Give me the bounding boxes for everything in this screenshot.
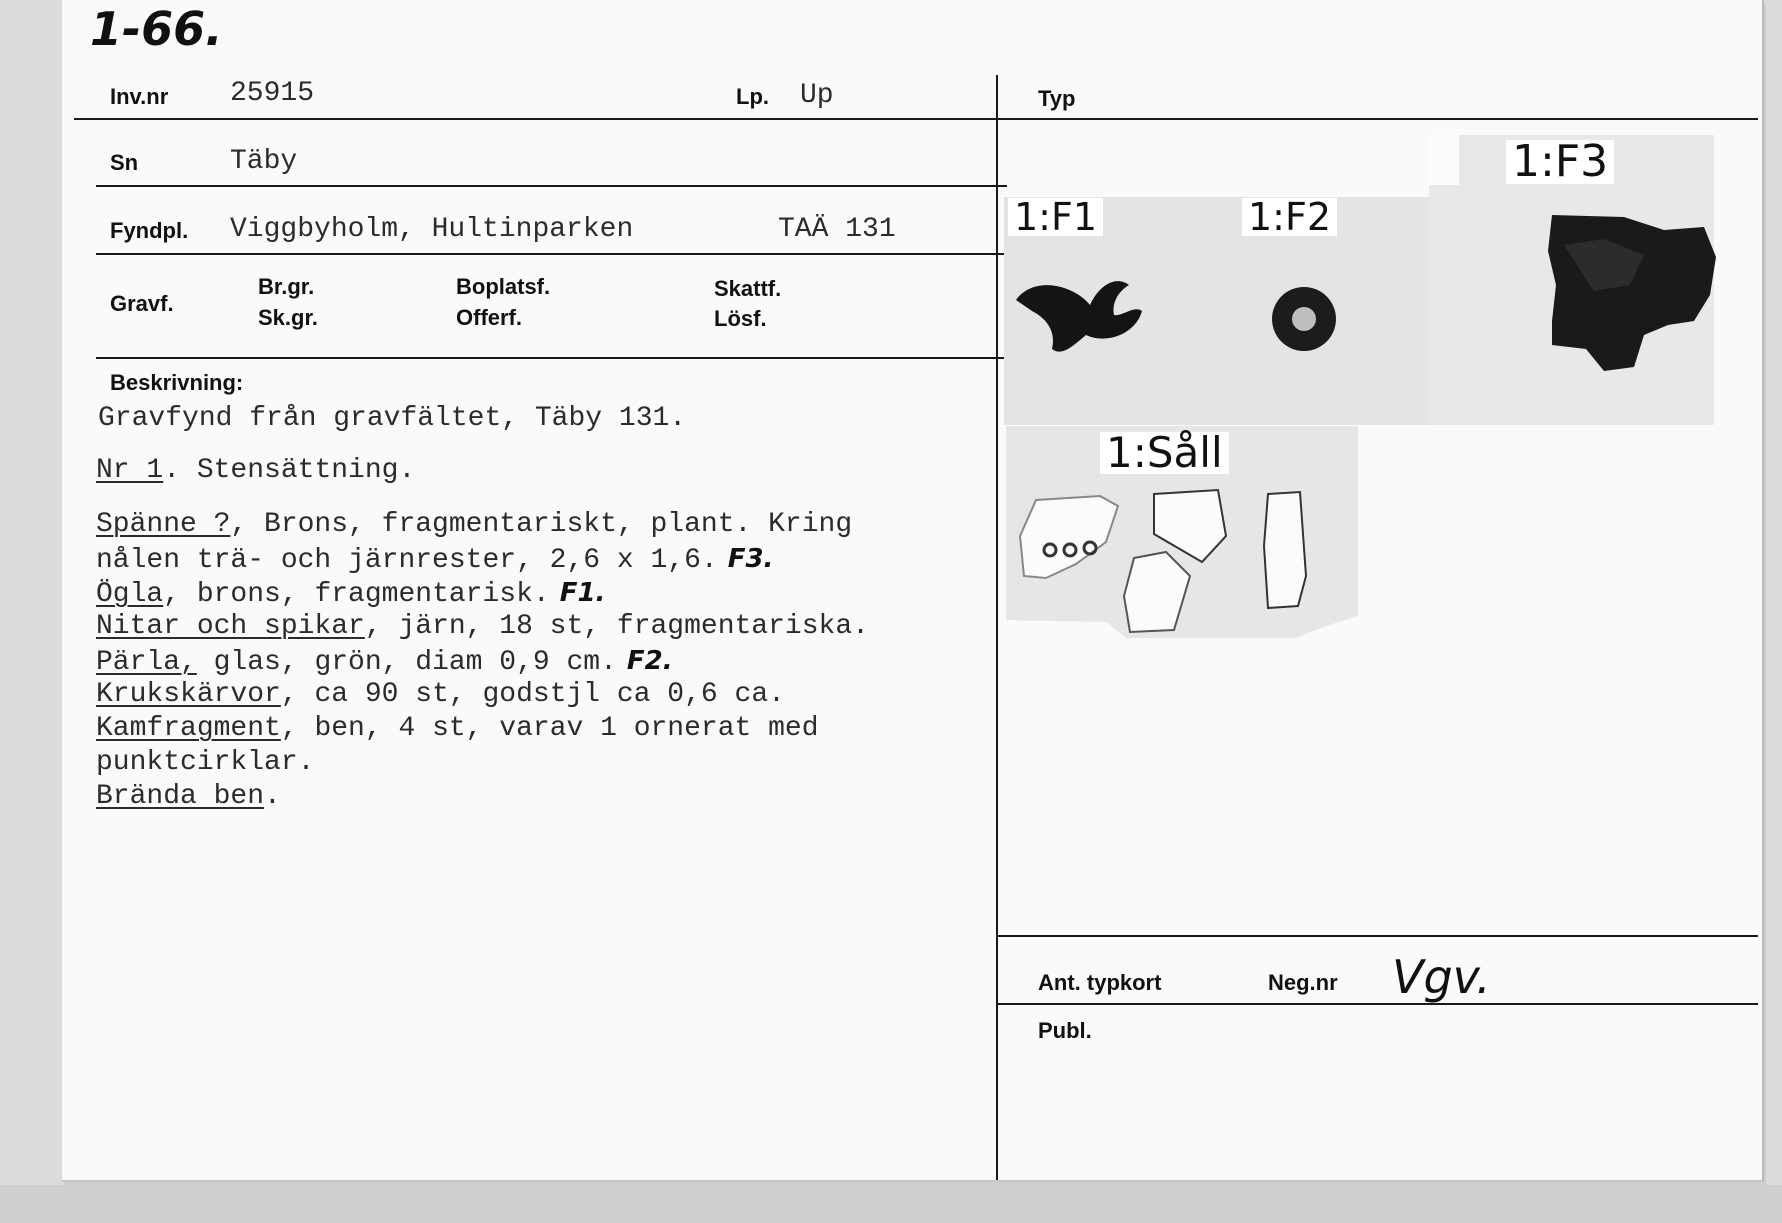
item-term: Krukskärvor <box>96 679 281 710</box>
neg-nr-label: Neg.nr <box>1268 970 1338 995</box>
lp-value: Up <box>800 80 834 111</box>
description-nr-line <box>96 454 415 488</box>
item-text: glas, grön, diam 0,9 cm. <box>196 647 617 678</box>
losf-label: Lösf. <box>714 306 767 331</box>
inv-value: 25915 <box>230 78 315 109</box>
nr-term: Nr 1 <box>96 455 164 486</box>
description-label: Beskrivning: <box>110 370 244 395</box>
column-divider <box>996 75 998 1180</box>
rule-typ <box>998 118 1758 120</box>
photo-label-f3: 1:F3 <box>1506 140 1614 184</box>
neg-nr-value: Vgv. <box>1392 950 1491 1004</box>
description-item <box>96 610 869 644</box>
description-item <box>96 644 673 680</box>
item-text: , ben, 4 st, varav 1 ornerat med <box>280 713 819 744</box>
inv-label: Inv.nr <box>110 84 169 109</box>
offerf-label: Offerf. <box>456 305 522 330</box>
item-text: , Brons, fragmentariskt, plant. Kring <box>230 509 853 540</box>
skgr-label: Sk.gr. <box>258 305 318 330</box>
photo-label-f1: 1:F1 <box>1008 198 1103 236</box>
photo-label-f2: 1:F2 <box>1242 198 1337 236</box>
rule-footer-mid <box>998 1003 1758 1005</box>
photo-label-sall: 1:Såll <box>1100 432 1229 474</box>
rule-sn <box>96 185 1007 187</box>
rule-inv <box>74 118 1007 120</box>
fyndpl-label: Fyndpl. <box>110 218 189 243</box>
fyndpl-reference: TAÄ 131 <box>778 214 896 245</box>
artifact-photo-metal <box>1004 135 1770 425</box>
skattf-label: Skattf. <box>714 276 782 301</box>
boplatsf-label: Boplatsf. <box>456 274 551 299</box>
item-text: punktcirklar. <box>96 747 315 778</box>
fyndpl-value: Viggbyholm, Hultinparken <box>230 214 634 245</box>
rule-footer-top <box>998 935 1758 937</box>
item-text: . <box>264 781 281 812</box>
sn-value: Täby <box>230 146 298 177</box>
ant-typkort-label: Ant. typkort <box>1038 970 1162 995</box>
item-term: Ögla <box>96 579 164 610</box>
item-text: , brons, fragmentarisk. <box>163 579 550 610</box>
description-item <box>96 712 819 746</box>
item-term: Nitar och spikar <box>96 611 365 642</box>
gravf-label: Gravf. <box>110 291 174 316</box>
artifact-photo-metal-image <box>1004 135 1770 425</box>
item-term: Kamfragment <box>96 713 281 744</box>
description-item <box>96 576 605 612</box>
description-item <box>96 746 314 780</box>
rule-gravf <box>96 357 1007 359</box>
find-mark: F2. <box>626 646 673 676</box>
item-text: nålen trä- och järnrester, 2,6 x 1,6. <box>96 545 718 576</box>
item-term: Pärla, <box>96 647 197 678</box>
lp-label: Lp. <box>736 84 769 109</box>
publ-label: Publ. <box>1038 1018 1092 1043</box>
brgr-label: Br.gr. <box>258 274 315 299</box>
description-intro: Gravfynd från gravfältet, Täby 131. <box>98 403 687 434</box>
find-mark: F1. <box>559 578 606 608</box>
scanner-background-strip <box>0 1185 1782 1223</box>
nr-rest: . Stensättning. <box>163 455 416 486</box>
item-text: , ca 90 st, godstjl ca 0,6 ca. <box>280 679 785 710</box>
item-term: Spänne ? <box>96 509 231 540</box>
rule-fyndpl <box>96 253 1007 255</box>
description-item <box>96 678 785 712</box>
catalog-card <box>62 0 1764 1182</box>
item-term: Brända ben <box>96 781 265 812</box>
item-text: , järn, 18 st, fragmentariska. <box>364 611 869 642</box>
description-item <box>96 508 852 542</box>
typ-label: Typ <box>1038 86 1076 111</box>
description-item <box>96 542 773 578</box>
find-mark: F3. <box>727 544 774 574</box>
sn-label: Sn <box>110 150 139 175</box>
description-item <box>96 780 281 814</box>
corner-handwritten-note: 1-66. <box>90 2 223 56</box>
